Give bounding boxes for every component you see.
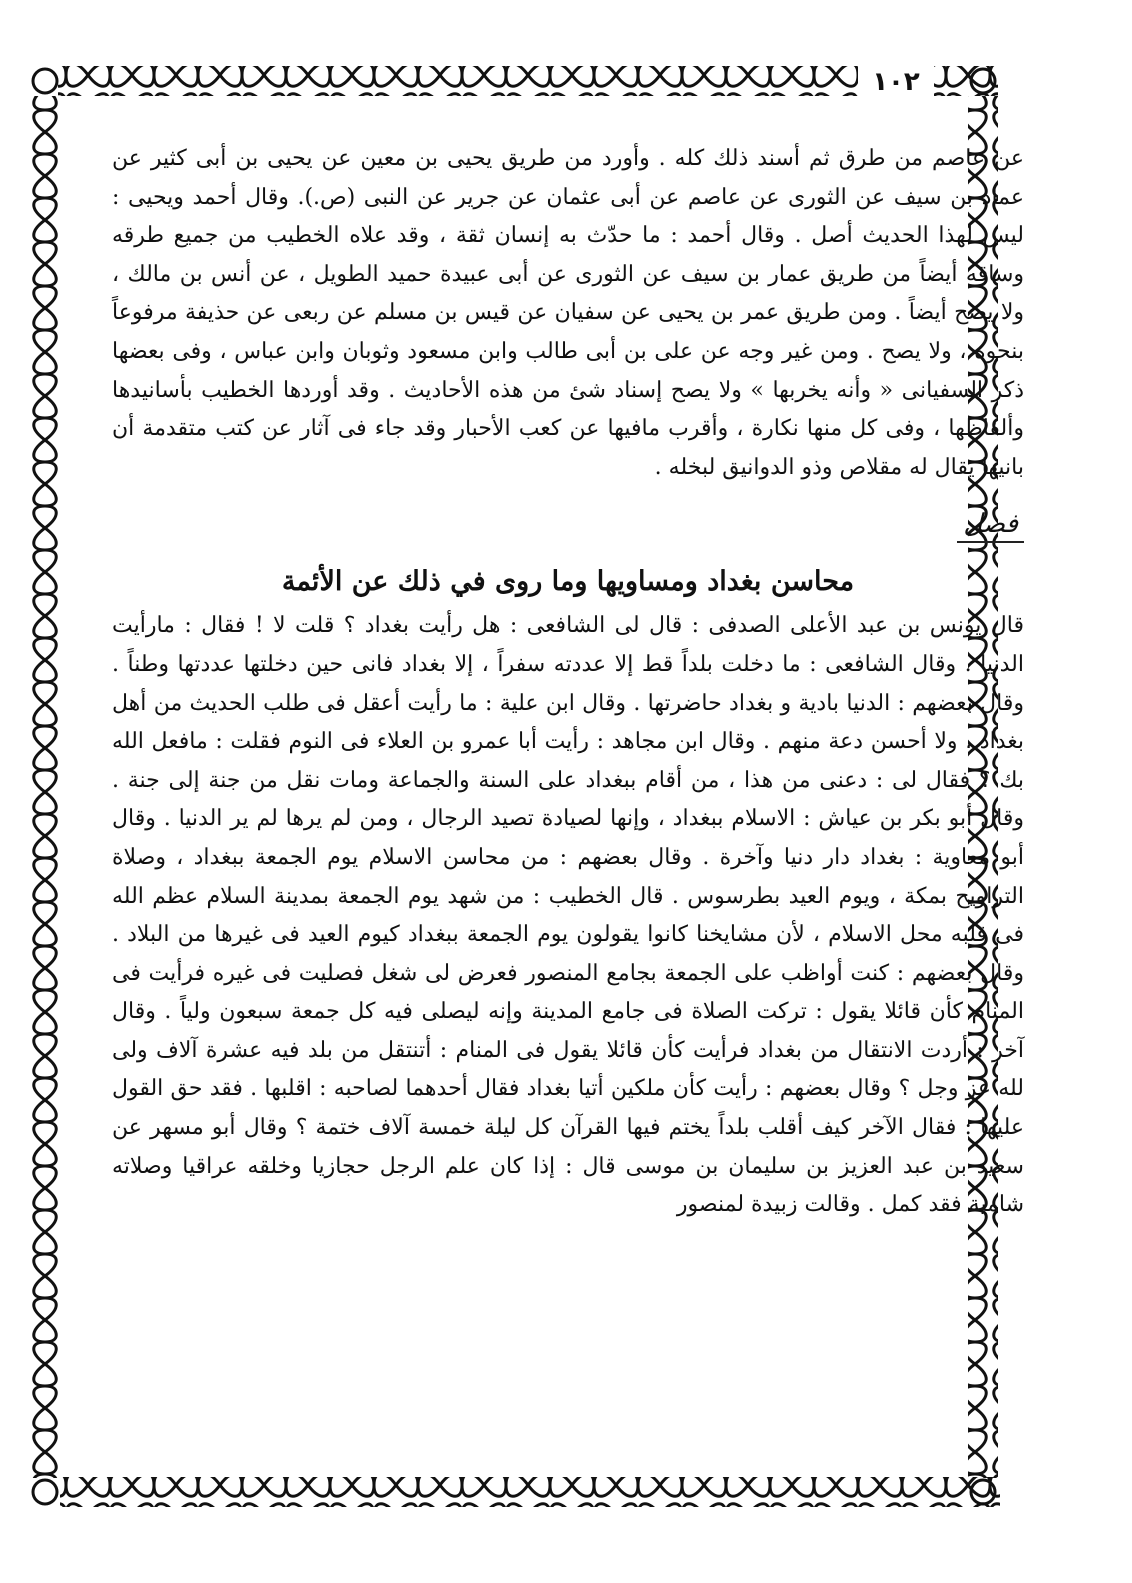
page-number: ١٠٢: [858, 62, 934, 102]
section-heading: محاسن بغداد ومساويها وما روى في ذلك عن الأئمة: [281, 566, 855, 598]
bottom-paragraph: قال يونس بن عبد الأعلى الصدفى : قال لى الشافعى : هل رأيت بغداد ؟ قلت لا ! فقال : مارأيت الدنيا . وقال الشافعى : ما دخلت بلداً قط إلا عددته سفراً ، إلا بغداد فانى حين دخلتها عددتها وطناً . وقال بعضهم : الدنيا بادية و بغداد حاضرتها . وقال ابن علية : ما رأيت أعقل فى طلب الحديث من أهل بغداد ، ولا أحسن دعة منهم . وقال ابن مجاهد : رأيت أبا عمرو بن العلاء فى النوم فقلت : مافعل الله بك ؟ فقال لى : دعنى من هذا ، من أقام ببغداد على السنة والجماعة ومات نقل من جنة إلى جنة . وقال أبو بكر بن عياش : الاسلام ببغداد ، وإنها لصيادة تصيد الرجال ، ومن لم يرها لم ير الدنيا . وقال أبو معاوية : بغداد دار دنيا وآخرة . وقال بعضهم : من محاسن الاسلام يوم الجمعة ببغداد ، وصلاة التراويح بمكة ، ويوم العيد بطرسوس . قال الخطيب : من شهد يوم الجمعة بمدينة السلام عظم الله فى قلبه محل الاسلام ، لأن مشايخنا كانوا يقولون يوم الجمعة ببغداد كيوم العيد فى غيرها من البلاد . وقال بعضهم : كنت أواظب على الجمعة بجامع المنصور فعرض لى شغل فصليت فى غيره فرأيت فى المنام كأن قائلا يقول : تركت الصلاة فى جامع المدينة وإنه ليصلى فيه كل جمعة سبعون ولياً . وقال آخر : أردت الانتقال من بغداد فرأيت كأن قائلا يقول فى المنام : أتنتقل من بلد فيه عشرة آلاف ولى لله عز وجل ؟ وقال بعضهم : رأيت كأن ملكين أتيا بغداد فقال أحدهما لصاحبه : اقلبها . فقد حق القول عليها : فقال الآخر كيف أقلب بلداً يختم فيها القرآن كل ليلة خمسة آلاف ختمة ؟ وقال أبو مسهر عن سعيد بن عبد العزيز بن سليمان بن موسى قال : إذا كان علم الرجل حجازيا وخلقه عراقيا وصلاته شامية فقد كمل . وقالت زبيدة لمنصور: [112, 613, 1024, 1218]
page-content: [112, 140, 1024, 1225]
section-label-row: [112, 509, 1024, 555]
section-label: فصل: [957, 509, 1024, 543]
top-paragraph: عن عاصم من طرق ثم أسند ذلك كله . وأورد من طريق يحيى بن معين عن يحيى بن أبى كثير عن عماد بن سيف عن الثورى عن عاصم عن أبى عثمان عن جرير عن النبى (ص.). وقال أحمد ويحيى : ليس لهذا الحديث أصل . وقال أحمد : ما حدّث به إنسان ثقة ، وقد علاه الخطيب من جميع طرقه وساقه أيضاً من طريق عمار بن سيف عن الثورى عن أبى عبيدة حميد الطويل ، عن أنس بن مالك ، ولا يصح أيضاً . ومن طريق عمر بن يحيى عن سفيان عن قيس بن مسلم عن ربعى عن حذيفة مرفوعاً بنحوه ، ولا يصح . ومن غير وجه عن على بن أبى طالب وابن مسعود وثوبان وابن عباس ، وفى بعضها ذكر السفيانى « وأنه يخربها » ولا يصح إسناد شئ من هذه الأحاديث . وقد أوردها الخطيب بأسانيدها وألفاظها ، وفى كل منها نكارة ، وأقرب مافيها عن كعب الأحبار وقد جاء فى آثار عن كتب متقدمة أن بانيها يقال له مقلاص وذو الدوانيق لبخله .: [112, 146, 1024, 480]
